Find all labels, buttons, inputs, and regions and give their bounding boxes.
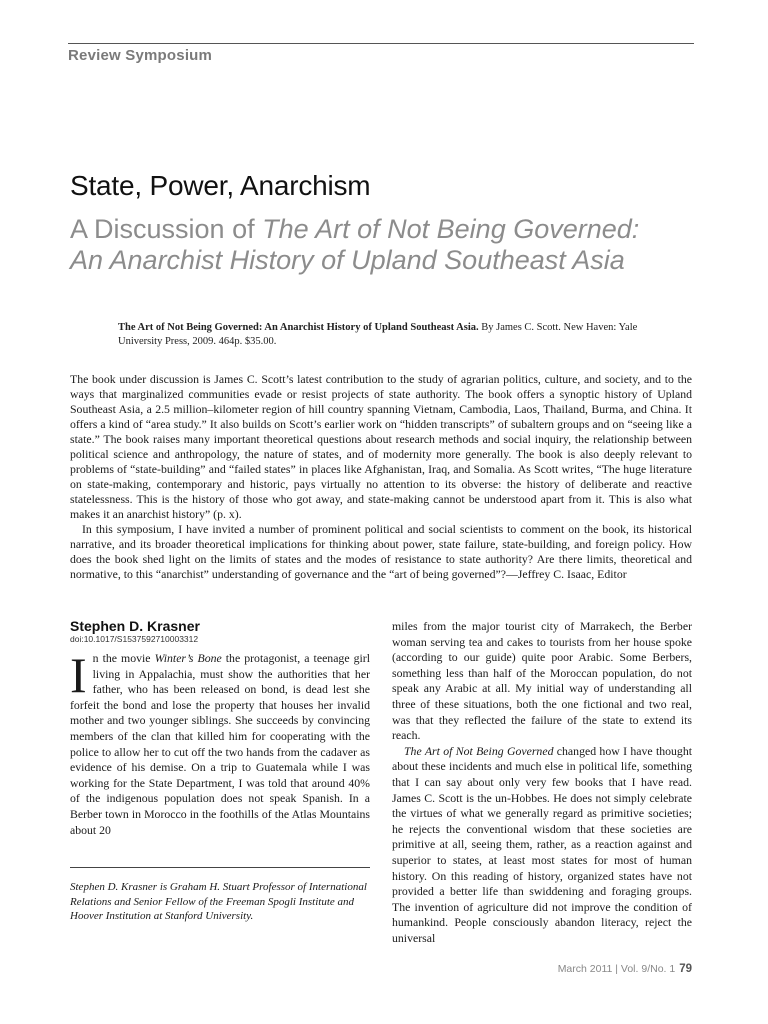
- book-citation-title: The Art of Not Being Governed: An Anarchist History of Upland Southeast Asia.: [118, 322, 479, 333]
- left-text-b: the protagonist, a teenage girl living in Appalachia, must show the authorities that her father, who has been released on bond, is dead lest she forfeit the bond and lose the property that houses her invalid mother and two younger siblings. She succeeds by convincing members of the clan that killed him for cooperating with the police to allow her to cut off the two hands from the cadaver as evidence of his demise. On a trip to Guatemala while I was working for the State Department, I was told that around 40% of the indigenous population does not speak Spanish. In a Berber town in Morocco in the foothills of the Atlas Mountains about 20: [70, 651, 370, 837]
- footnote-rule: [70, 867, 370, 868]
- right-paragraph-2: [392, 744, 692, 947]
- book-title-inline: The Art of Not Being Governed: [404, 743, 554, 758]
- right-paragraph-1: miles from the major tourist city of Marrakech, the Berber woman serving tea and cakes to tourists from her house spoke (according to our guide) quite poor Arabic. Some Berbers, something less than half of the Moroccan population, do not speak any Arabic at all. My initial way of understanding all three of these situations, both the one fictional and two real, was that they reflected the failure of the state to extend its reach.: [392, 619, 692, 743]
- book-citation-details: By James C. Scott. New Haven: Yale University Press, 2009. 464p. $35.00.: [118, 322, 638, 347]
- book-citation: [118, 321, 678, 349]
- left-text-a: n the movie: [92, 651, 155, 665]
- review-author: Stephen D. Krasner: [70, 618, 200, 634]
- subtitle-book-title: The Art of Not Being Governed: An Anarchist History of Upland Southeast Asia: [70, 214, 640, 275]
- left-column: [70, 647, 370, 838]
- editor-introduction: [70, 372, 692, 582]
- page-number: 79: [679, 963, 692, 975]
- subtitle-prefix: A Discussion of: [70, 214, 263, 244]
- article-subtitle: [70, 214, 670, 276]
- left-paragraph-1: [70, 647, 370, 838]
- article-title: State, Power, Anarchism: [70, 170, 371, 201]
- author-footnote: Stephen D. Krasner is Graham H. Stuart Professor of International Relations and Senior Fellow of the Freeman Spogli Institute and Hoover Institution at Stanford University.: [70, 881, 367, 922]
- doi: doi:10.1017/S1537592710003312: [70, 634, 199, 644]
- film-title: Winter’s Bone: [154, 651, 222, 665]
- intro-paragraph-1: The book under discussion is James C. Scott’s latest contribution to the study of agrarian politics, culture, and society, and to the ways that marginalized communities evade or resist projects of state authority. The book offers a synoptic history of Upland Southeast Asia, a 2.5 million–kilometer region of hill country spanning Vietnam, Cambodia, Laos, Thailand, Burma, and China. It offers a kind of “area study.” It also builds on Scott’s earlier work on “hidden transcripts” of subaltern groups and on “seeing like a state.” The book raises many important theoretical questions about research methods and social inquiry, the relationship between political science and anthropology, the nature of states, and of modernity more generally. The book is also deeply relevant to problems of “state-building” and “failed states” in places like Afghanistan, Iraq, and Somalia. As Scott writes, “The huge literature on state-making, contemporary and historic, pays virtually no attention to its obverse: the history of deliberate and reactive statelessness. This is the history of those who got away, and state-making cannot be understood apart from it. This is also what makes it an anarchist history” (p. x).: [70, 372, 692, 521]
- section-label: Review Symposium: [68, 47, 213, 64]
- header-rule: [68, 43, 694, 44]
- page-footer: [558, 963, 692, 975]
- issue-info: March 2011 | Vol. 9/No. 1: [557, 963, 676, 975]
- right-text: changed how I have thought about these incidents and much else in political life, something that I can say about only very few books that I have read. James C. Scott is the un-Hobbes. He does not simply celebrate the virtues of what we generally regard as primitive societies; he rejects the conventional wisdom that these societies are primitive at all, seeing them, rather, as a reaction against and superior to states, at least most states for most of human history. On this reading of history, organized states have not provided a better life than swiddening and foraging groups. The invention of agriculture did not improve the condition of humankind. People consciously abandon literacy, reject the universal: [392, 743, 692, 945]
- drop-cap: I: [70, 647, 87, 703]
- intro-paragraph-2: In this symposium, I have invited a number of prominent political and social scientists to comment on the book, its historical narrative, and its broader theoretical implications for thinking about power, state failure, state-building, and foreign policy. How does the book shed light on the limits of states and the modes of resistance to state authority? Are there limits, theoretical and normative, to this “anarchist” understanding of governance and the “art of being governed”?—Jeffrey C. Isaac, Editor: [70, 522, 692, 581]
- right-column: [392, 619, 692, 946]
